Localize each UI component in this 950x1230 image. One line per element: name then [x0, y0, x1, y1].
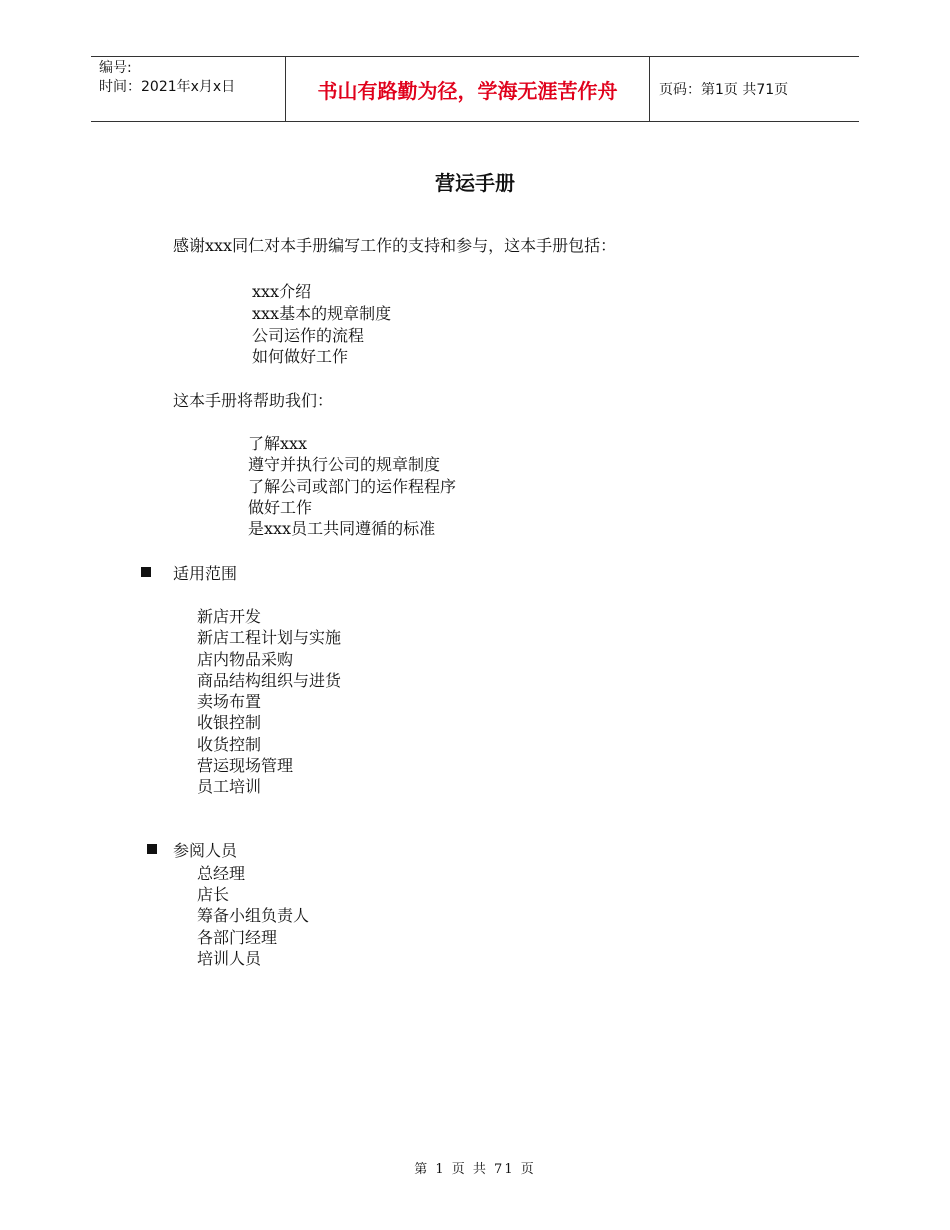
page-header — [91, 56, 859, 122]
scope-item: 员工培训 — [197, 777, 262, 796]
scope-item: 营运现场管理 — [197, 756, 294, 775]
header-page-label: 页码：第1页 共71页 — [659, 82, 789, 98]
help-item: 了解公司或部门的运作程程序 — [248, 477, 457, 496]
content-item: 如何做好工作 — [252, 347, 349, 366]
reader-item: 培训人员 — [197, 949, 262, 968]
content-item: 公司运作的流程 — [252, 326, 365, 345]
help-intro-text: 这本手册将帮助我们： — [173, 391, 334, 410]
scope-item: 新店开发 — [197, 607, 262, 626]
time-label: 时间：2021年x月x日 — [99, 79, 236, 95]
scope-heading: 适用范围 — [173, 564, 238, 583]
scope-item: 商品结构组织与进货 — [197, 671, 342, 690]
scope-item: 店内物品采购 — [197, 650, 294, 669]
readers-heading: 参阅人员 — [173, 841, 238, 860]
number-label: 编号: — [99, 60, 132, 76]
help-item: 遵守并执行公司的规章制度 — [248, 455, 441, 474]
intro-text: 感谢xxx同仁对本手册编写工作的支持和参与，这本手册包括： — [173, 236, 617, 255]
scope-item: 收银控制 — [197, 713, 262, 732]
reader-item: 筹备小组负责人 — [197, 906, 310, 925]
scope-item: 新店工程计划与实施 — [197, 628, 342, 647]
reader-item: 店长 — [197, 885, 230, 904]
square-bullet-icon — [147, 844, 157, 854]
scope-item: 卖场布置 — [197, 692, 262, 711]
header-slogan: 书山有路勤为径，学海无涯苦作舟 — [286, 57, 650, 121]
help-item: 做好工作 — [248, 498, 313, 517]
header-meta — [91, 57, 286, 121]
document-title: 营运手册 — [435, 171, 515, 195]
content-item: xxx基本的规章制度 — [252, 304, 392, 323]
help-item: 是xxx员工共同遵循的标准 — [248, 519, 436, 538]
reader-item: 总经理 — [197, 864, 246, 883]
help-item: 了解xxx — [248, 434, 308, 453]
content-item: xxx介绍 — [252, 282, 312, 301]
page-footer: 第 1 页 共 71 页 — [414, 1162, 536, 1177]
scope-item: 收货控制 — [197, 735, 262, 754]
square-bullet-icon — [141, 567, 151, 577]
reader-item: 各部门经理 — [197, 928, 278, 947]
